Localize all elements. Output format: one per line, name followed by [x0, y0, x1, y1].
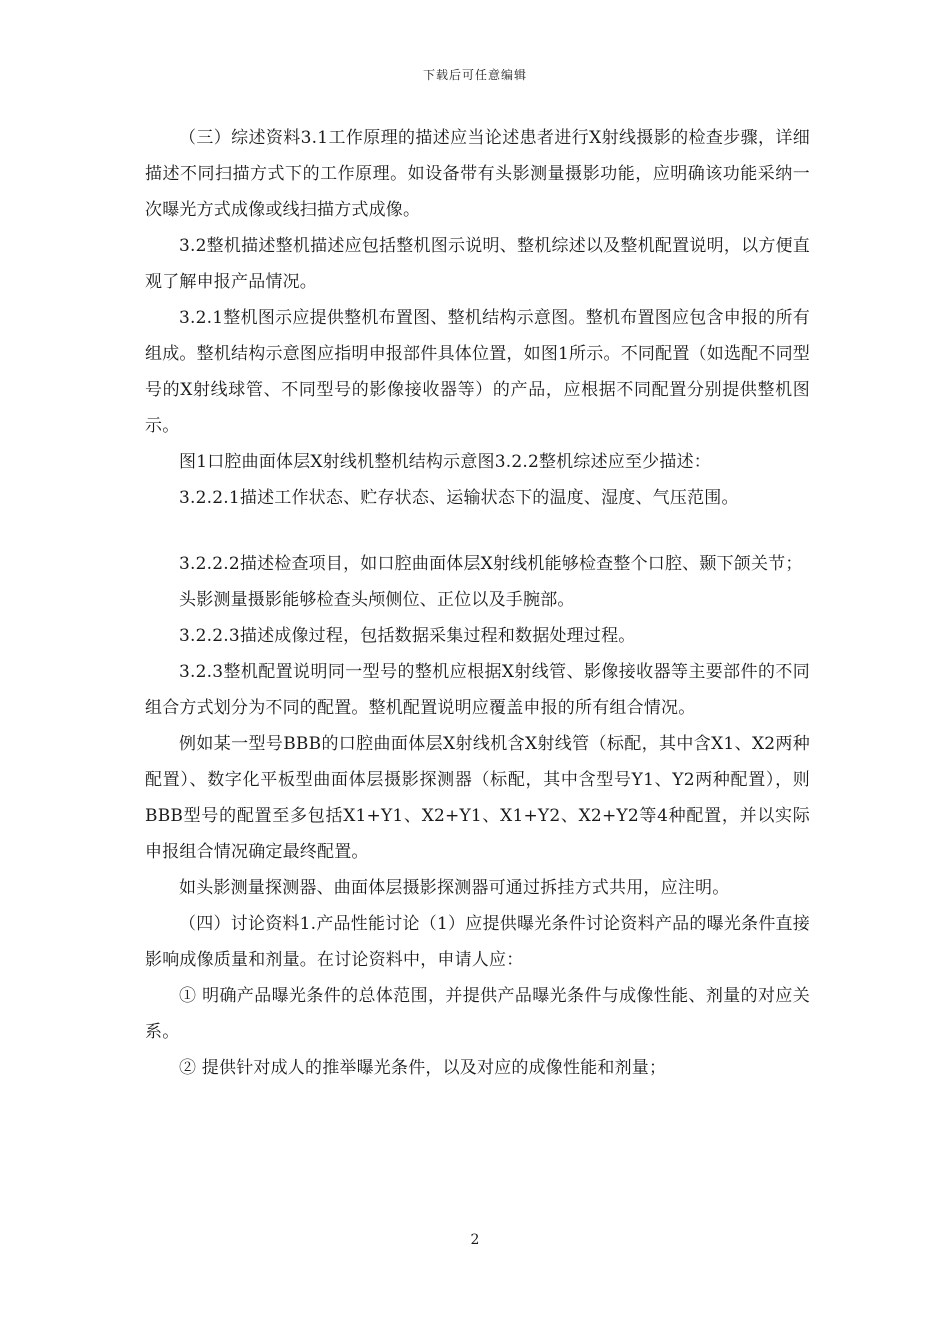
paragraph-machine-description: 3.2整机描述整机描述应包括整机图示说明、整机综述以及整机配置说明，以方便直观了解申报产品情况。: [145, 236, 810, 292]
paragraph-overview: （三）综述资料3.1工作原理的描述应当论述患者进行X射线摄影的检查步骤，详细描述不同扫描方式下的工作原理。如设备带有头影测量摄影功能，应明确该功能采纳一次曝光方式成像或线扫描方式成像。: [145, 128, 810, 220]
paragraph-example: 例如某一型号BBB的口腔曲面体层X射线机含X射线管（标配，其中含X1、X2两种配置）、数字化平板型曲面体层摄影探测器（标配，其中含型号Y1、Y2两种配置），则BBB型号的配置至多包括X1+Y1、X2+Y1、X1+Y2、X2+Y2等4种配置，并以实际申报组合情况确定最终配置。: [145, 734, 810, 862]
document-body: [145, 120, 810, 1086]
paragraph-discussion: （四）讨论资料1.产品性能讨论（1）应提供曝光条件讨论资料产品的曝光条件直接影响成像质量和剂量。在讨论资料中，申请人应：: [145, 914, 810, 970]
paragraph-exposure-range: ① 明确产品曝光条件的总体范围，并提供产品曝光条件与成像性能、剂量的对应关系。: [145, 986, 810, 1042]
page-number: 2: [470, 1232, 480, 1248]
paragraph-imaging-process: 3.2.2.3描述成像过程，包括数据采集过程和数据处理过程。: [179, 626, 636, 646]
paragraph-cephalometric: 头影测量摄影能够检查头颅侧位、正位以及手腕部。: [179, 590, 575, 610]
paragraph-machine-diagram: 3.2.1整机图示应提供整机布置图、整机结构示意图。整机布置图应包含申报的所有组成。整机结构示意图应指明申报部件具体位置，如图1所示。不同配置（如选配不同型号的X射线球管、不同型号的影像接收器等）的产品，应根据不同配置分别提供整机图示。: [145, 308, 810, 436]
page-header: 下载后可任意编辑: [422, 68, 527, 82]
paragraph-inspection-items: 3.2.2.2描述检查项目，如口腔曲面体层X射线机能够检查整个口腔、颞下颌关节；: [179, 554, 803, 574]
paragraph-environment: 3.2.2.1描述工作状态、贮存状态、运输状态下的温度、湿度、气压范围。: [179, 488, 739, 508]
paragraph-adult-exposure: ② 提供针对成人的推举曝光条件，以及对应的成像性能和剂量；: [179, 1058, 667, 1078]
paragraph-shared-detector: 如头影测量探测器、曲面体层摄影探测器可通过拆挂方式共用，应注明。: [179, 878, 730, 898]
paragraph-figure-caption: 图1口腔曲面体层X射线机整机结构示意图3.2.2整机综述应至少描述：: [179, 452, 711, 472]
paragraph-configuration: 3.2.3整机配置说明同一型号的整机应根据X射线管、影像接收器等主要部件的不同组合方式划分为不同的配置。整机配置说明应覆盖申报的所有组合情况。: [145, 662, 810, 718]
